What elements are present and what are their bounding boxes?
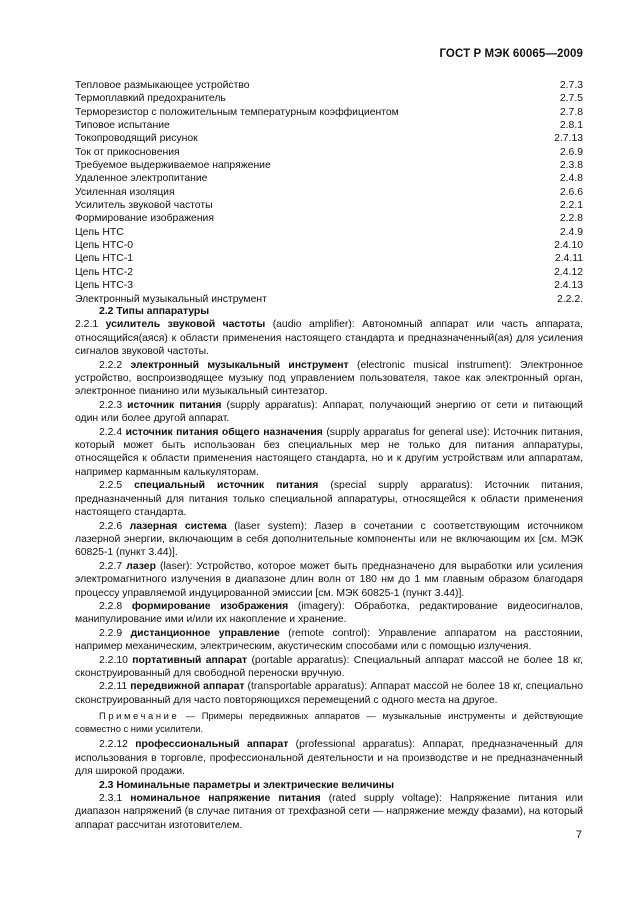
clause-number: 2.2.10: [99, 654, 128, 666]
index-row: [75, 212, 583, 225]
index-row: [75, 279, 583, 292]
index-ref: 2.6.6: [559, 186, 583, 198]
definition-text: (transportable apparatus): Аппарат массой не более 18 кг, специально сконструированный для часто повторяющихся перемещений с одного места на другое.: [75, 681, 584, 706]
defined-term: формирование изображения: [131, 600, 289, 612]
definition-text: (laser system): Лазер в сочетании с соответствующим источником лазерной энергии, включающим в себя дополнительные компоненты или не включающим их [см. МЭК 60825-1 (пункт 3.44)].: [75, 520, 583, 559]
section-heading-2-2: 2.2 Типы аппаратуры: [99, 306, 210, 317]
index-term: Термоплавкий предохранитель: [75, 93, 226, 105]
index-row: [75, 132, 583, 145]
defined-term: усилитель звуковой частоты: [105, 319, 266, 331]
index-ref: 2.2.2.: [557, 293, 583, 305]
index-term: Типовое испытание: [75, 120, 170, 132]
index-ref: 2.2.1: [559, 200, 583, 212]
index-term: Ток от прикосновения: [75, 146, 180, 158]
paragraph-2-2-5: [75, 479, 583, 519]
definition-text: (imagery): Обработка, редактирование видеосигналов, манипулирование ими и/или их накопление и хранение.: [75, 600, 584, 626]
index-ref: 2.8.1: [559, 120, 583, 132]
defined-term: источник питания: [127, 399, 222, 411]
note: [75, 710, 583, 735]
index-term: Цепь НТС-0: [75, 240, 133, 252]
paragraph-2-2-11: [75, 680, 583, 707]
defined-term: специальный источник питания: [134, 480, 319, 492]
index-row: [75, 146, 583, 159]
definition-text: (laser): Устройство, которое может быть предназначено для выработки или усиления электромагнитного излучения в диапазоне длин волн от 180 нм до 1 мм главным образом благодаря процессу управляемой индуцированной эмиссии [см. МЭК 60825-1 (пункт 3.44)].: [75, 560, 583, 599]
paragraph-2-2-3: [75, 399, 583, 426]
definition-text: (professional apparatus): Аппарат, предназначенный для использования в торговле, профессиональной деятельности и на производстве и не предназначенный для широкой продажи.: [75, 739, 584, 778]
definition-text: (supply apparatus): Аппарат, получающий энергию от сети и питающий один или более другой аппарат.: [75, 399, 583, 425]
index-term: Токопроводящий рисунок: [75, 133, 198, 145]
index-ref: 2.4.8: [559, 173, 583, 185]
clause-number: 2.2.12: [99, 739, 128, 751]
paragraph-2-2-1: [75, 318, 583, 358]
defined-term: лазер: [126, 560, 156, 572]
index-row: [75, 239, 583, 252]
index-row: [75, 172, 583, 185]
index-ref: 2.2.8: [559, 213, 583, 225]
defined-term: электронный музыкальный инструмент: [130, 359, 349, 371]
clause-number: 2.2.11: [99, 681, 128, 693]
index-ref: 2.4.9: [559, 226, 583, 238]
index-row: [75, 266, 583, 279]
paragraph-2-2-12: [75, 738, 583, 778]
index-ref: 2.7.8: [559, 106, 583, 118]
clause-number: 2.2.1: [75, 319, 99, 331]
index-row: [75, 226, 583, 239]
defined-term: дистанционное управление: [130, 627, 280, 639]
definition-text: (electronic musical instrument): Электронное устройство, воспроизводящее музыку под управлением пользователя, такое как электронный орган, электронное пианино или музыкальный синтезатор.: [75, 359, 584, 398]
term-index: [75, 79, 583, 306]
index-row: [75, 199, 583, 212]
index-row: [75, 293, 583, 306]
index-term: Формирование изображения: [75, 213, 214, 225]
index-term: Усиленная изоляция: [75, 186, 175, 198]
index-ref: 2.6.9: [559, 146, 583, 158]
defined-term: портативный аппарат: [132, 654, 248, 666]
index-term: Терморезистор с положительным температурным коэффициентом: [75, 106, 399, 118]
index-row: [75, 159, 583, 172]
index-ref: 2.7.3: [559, 80, 583, 91]
index-row: [75, 186, 583, 199]
note-text: — Примеры передвижных аппаратов — музыкальные инструменты и действующие совместно с ними усилители.: [75, 710, 583, 734]
paragraph-2-3-1: [75, 792, 583, 832]
index-term: Удаленное электропитание: [75, 173, 208, 185]
index-term: Цепь НТС: [75, 226, 124, 238]
clause-number: 2.2.8: [99, 600, 123, 612]
index-row: [75, 119, 583, 132]
paragraph-2-2-6: [75, 520, 583, 560]
clause-number: 2.2.3: [99, 399, 123, 411]
definition-text: (remote control): Управление аппаратом на расстоянии, например механическим, электрическим, акустическим способами или с помощью излучения.: [75, 627, 583, 653]
index-row: [75, 79, 583, 92]
document-body: [75, 305, 583, 832]
clause-number: 2.2.2: [99, 359, 123, 371]
paragraph-2-2-10: [75, 654, 583, 681]
defined-term: лазерная система: [129, 520, 227, 532]
clause-number: 2.3.1: [99, 793, 123, 804]
index-ref: 2.4.10: [554, 240, 583, 252]
defined-term: номинальное напряжение питания: [130, 793, 321, 804]
index-ref: 2.4.13: [554, 280, 583, 292]
index-ref: 2.4.12: [554, 266, 583, 278]
section-heading-2-3: 2.3 Номинальные параметры и электрические величины: [99, 779, 394, 791]
defined-term: источник питания общего назначения: [125, 426, 323, 438]
index-term: Требуемое выдерживаемое напряжение: [75, 160, 271, 172]
paragraph-2-2-8: [75, 600, 583, 627]
index-ref: 2.7.13: [554, 133, 583, 145]
note-label: Примечание: [99, 710, 180, 722]
clause-number: 2.2.4: [99, 426, 123, 438]
clause-number: 2.2.7: [99, 560, 123, 572]
index-term: Цепь НТС-2: [75, 266, 133, 278]
definition-text: (audio amplifier): Автономный аппарат или часть аппарата, относящийся(аяся) к области применения настоящего стандарта и предназначенный(ая) для усиления сигналов звуковой частоты.: [75, 319, 583, 358]
paragraph-2-2-4: [75, 426, 583, 480]
page-number: 7: [575, 829, 582, 841]
index-term: Тепловое размыкающее устройство: [75, 80, 250, 91]
paragraph-2-2-7: [75, 560, 583, 600]
clause-number: 2.2.6: [99, 520, 123, 532]
index-term: Электронный музыкальный инструмент: [75, 293, 267, 305]
definition-text: (rated supply voltage): Напряжение питания или диапазон напряжений (в случае питания от трехфазной сети — напряжение между фазами), на который аппарат рассчитан изготовителем.: [75, 793, 584, 831]
definition-text: (special supply apparatus): Источник питания, предназначенный для питания только специальной аппаратуры, относящейся к области применения настоящего стандарта.: [75, 480, 583, 519]
index-ref: 2.7.5: [559, 93, 583, 105]
clause-number: 2.2.5: [99, 480, 123, 492]
index-row: [75, 252, 583, 265]
paragraph-2-2-2: [75, 359, 583, 399]
clause-number: 2.2.9: [99, 627, 123, 639]
index-row: [75, 106, 583, 119]
index-term: Цепь НТС-1: [75, 253, 133, 265]
index-ref: 2.4.11: [554, 253, 583, 265]
index-ref: 2.3.8: [559, 160, 583, 172]
defined-term: передвижной аппарат: [130, 681, 245, 693]
index-row: [75, 92, 583, 105]
index-term: Усилитель звуковой частоты: [75, 200, 213, 212]
paragraph-2-2-9: [75, 627, 583, 654]
index-term: Цепь НТС-3: [75, 280, 133, 292]
document-header: ГОСТ Р МЭК 60065—2009: [439, 48, 583, 60]
defined-term: профессиональный аппарат: [135, 739, 289, 751]
definition-text: (supply apparatus for general use): Источник питания, который может быть использован без специальных мер не только для питания аппаратуры, относящейся к области применения настоящего стандарта, но и к другим устройствам или аппаратам, например карманным калькуляторам.: [75, 426, 583, 478]
definition-text: (portable apparatus): Специальный аппарат массой не более 18 кг, сконструированный для свободной переноски вручную.: [75, 654, 583, 679]
